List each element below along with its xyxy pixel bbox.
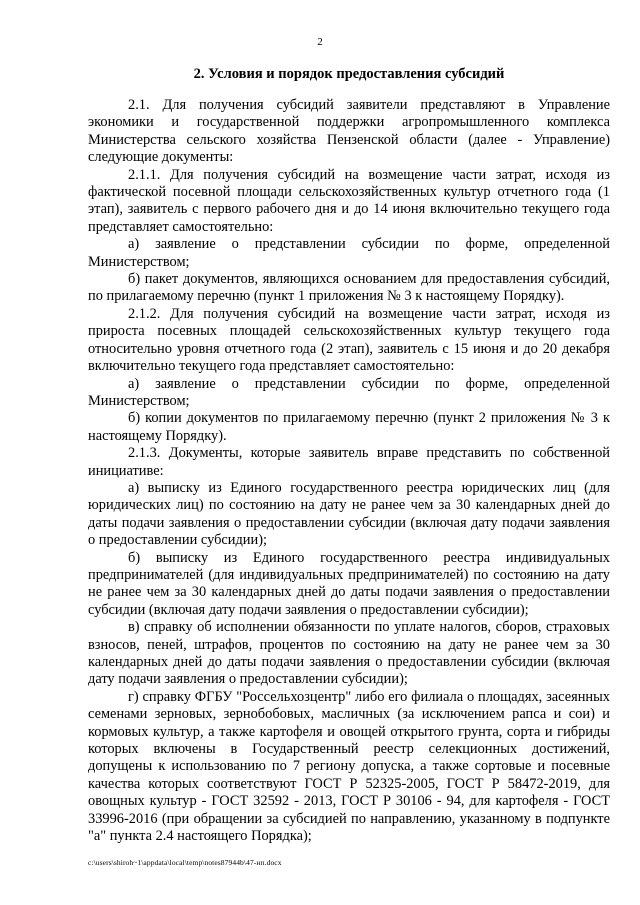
paragraph-2-1-2-b: б) копии документов по прилагаемому перечню (пункт 2 приложения № 3 к настоящему Порядку). (88, 410, 610, 444)
paragraph-2-1-3-b: б) выписку из Единого государственного реестра индивидуальных предпринимателей (для индивидуальных предпринимателей) по состоянию на дату не ранее чем за 30 календарных дней до даты подачи заявления о предоставлении субсидии (включая дату подачи заявления о предоставлении субсидии); (88, 549, 610, 618)
paragraph-2-1-2-a: а) заявление о представлении субсидии по форме, определенной Министерством; (88, 375, 610, 409)
section-heading: 2. Условия и порядок предоставления субсидий (193, 66, 505, 82)
page-number: 2 (317, 36, 323, 48)
footer-file-path: c:\users\shiroh~1\appdata\local\temp\notes87944b\47-нп.docx (88, 858, 282, 867)
paragraph-2-1-3: 2.1.3. Документы, которые заявитель вправе представить по собственной инициативе: (88, 445, 610, 479)
paragraph-2-1-1-a: а) заявление о представлении субсидии по форме, определенной Министерством; (88, 236, 610, 270)
paragraph-2-1-2: 2.1.2. Для получения субсидий на возмещение части затрат, исходя из прироста посевных площадей сельскохозяйственных культур текущего года относительно уровня отчетного года (2 этап), заявитель с 15 июня и до 20 декабря включительно текущего года представляет самостоятельно: (88, 305, 610, 375)
document-body (88, 97, 610, 845)
paragraph-2-1-3-g: г) справку ФГБУ "Россельхозцентр" либо его филиала о площадях, засеянных семенами зерновых, зернобобовых, масличных (за исключением рапса и сои) и кормовых культур, а также картофеля и овощей открытого грунта, сорта и гибриды которых включены в Государственный реестр селекционных достижений, допущены к использованию по 7 региону допуска, а также сортовые и посевные качества которых соответствуют ГОСТ Р 52325-2005, ГОСТ Р 58472-2019, для овощных культур - ГОСТ 32592 - 2013, ГОСТ Р 30106 - 94, для картофеля - ГОСТ 33996-2016 (при обращении за субсидией по направлению, указанному в подпункте "а" пункта 2.4 настоящего Порядка); (88, 688, 610, 845)
paragraph-2-1: 2.1. Для получения субсидий заявители представляют в Управление экономики и государственной поддержки агропромышленного комплекса Министерства сельского хозяйства Пензенской области (далее - Управление) следующие документы: (88, 97, 610, 166)
paragraph-2-1-3-a: а) выписку из Единого государственного реестра юридических лиц (для юридических лиц) по состоянию на дату не ранее чем за 30 календарных дней до даты подачи заявления о предоставлении субсидии (включая дату подачи заявления о предоставлении субсидии); (88, 479, 610, 549)
paragraph-2-1-1: 2.1.1. Для получения субсидий на возмещение части затрат, исходя из фактической посевной площади сельскохозяйственных культур отчетного года (1 этап), заявитель с первого рабочего дня и до 14 июня включительно текущего года представляет самостоятельно: (88, 166, 610, 235)
paragraph-2-1-1-b: б) пакет документов, являющихся основанием для предоставления субсидий, по прилагаемому перечню (пункт 1 приложения № 3 к настоящему Порядку). (88, 271, 610, 305)
paragraph-2-1-3-v: в) справку об исполнении обязанности по уплате налогов, сборов, страховых взносов, пеней, штрафов, процентов по состоянию на дату не ранее чем за 30 календарных дней до даты подачи заявления о предоставлении субсидии (включая дату подачи заявления о предоставлении субсидии); (88, 619, 610, 688)
